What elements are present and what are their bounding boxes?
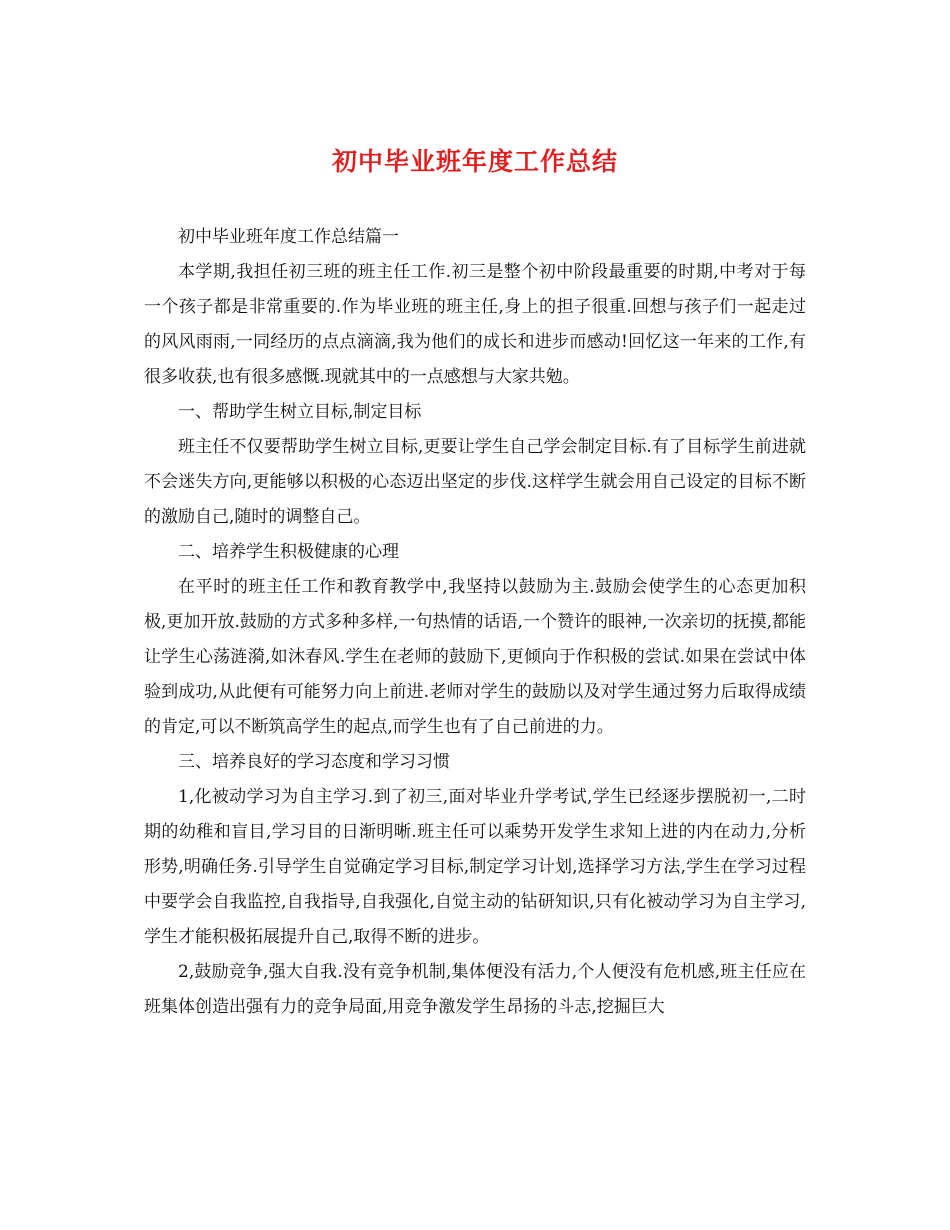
paragraph: 在平时的班主任工作和教育教学中,我坚持以鼓励为主.鼓励会使学生的心态更加积极,更加开放.鼓励的方式多种多样,一句热情的话语,一个赞许的眼神,一次亲切的抚摸,都能让学生心荡涟漪,如沐春风.学生在老师的鼓励下,更倾向于作积极的尝试.如果在尝试中体验到成功,从此便有可能努力向上前进.老师对学生的鼓励以及对学生通过努力后取得成绩的肯定,可以不断筑高学生的起点,而学生也有了自己前进的力。 [144,577,806,737]
paragraph: 2,鼓励竞争,强大自我.没有竞争机制,集体便没有活力,个人便没有危机感,班主任应在班集体创造出强有力的竞争局面,用竞争激发学生昂扬的斗志,挖掘巨大 [144,962,806,1017]
section-heading: 一、帮助学生树立目标,制定目标 [178,402,422,422]
section-heading: 三、培养良好的学习态度和学习习惯 [178,752,450,772]
document-body [144,220,806,1025]
section-heading: 初中毕业班年度工作总结篇一 [178,227,399,247]
paragraph: 班主任不仅要帮助学生树立目标,更要让学生自己学会制定目标.有了目标学生前进就不会迷失方向,更能够以积极的心态迈出坚定的步伐.这样学生就会用自己设定的目标不断的激励自己,随时的调整自己。 [144,437,806,527]
paragraph: 本学期,我担任初三班的班主任工作.初三是整个初中阶段最重要的时期,中考对于每一个孩子都是非常重要的.作为毕业班的班主任,身上的担子很重.回想与孩子们一起走过的风风雨雨,一同经历的点点滴滴,我为他们的成长和进步而感动!回忆这一年来的工作,有很多收获,也有很多感慨.现就其中的一点感想与大家共勉。 [144,262,806,387]
section-heading: 二、培养学生积极健康的心理 [178,542,399,562]
document-title: 初中毕业班年度工作总结 [331,147,618,176]
paragraph: 1,化被动学习为自主学习.到了初三,面对毕业升学考试,学生已经逐步摆脱初一,二时期的幼稚和盲目,学习目的日渐明晰.班主任可以乘势开发学生求知上进的内在动力,分析形势,明确任务.引导学生自觉确定学习目标,制定学习计划,选择学习方法,学生在学习过程中要学会自我监控,自我指导,自我强化,自觉主动的钻研知识,只有化被动学习为自主学习,学生才能积极拓展提升自己,取得不断的进步。 [144,787,806,947]
